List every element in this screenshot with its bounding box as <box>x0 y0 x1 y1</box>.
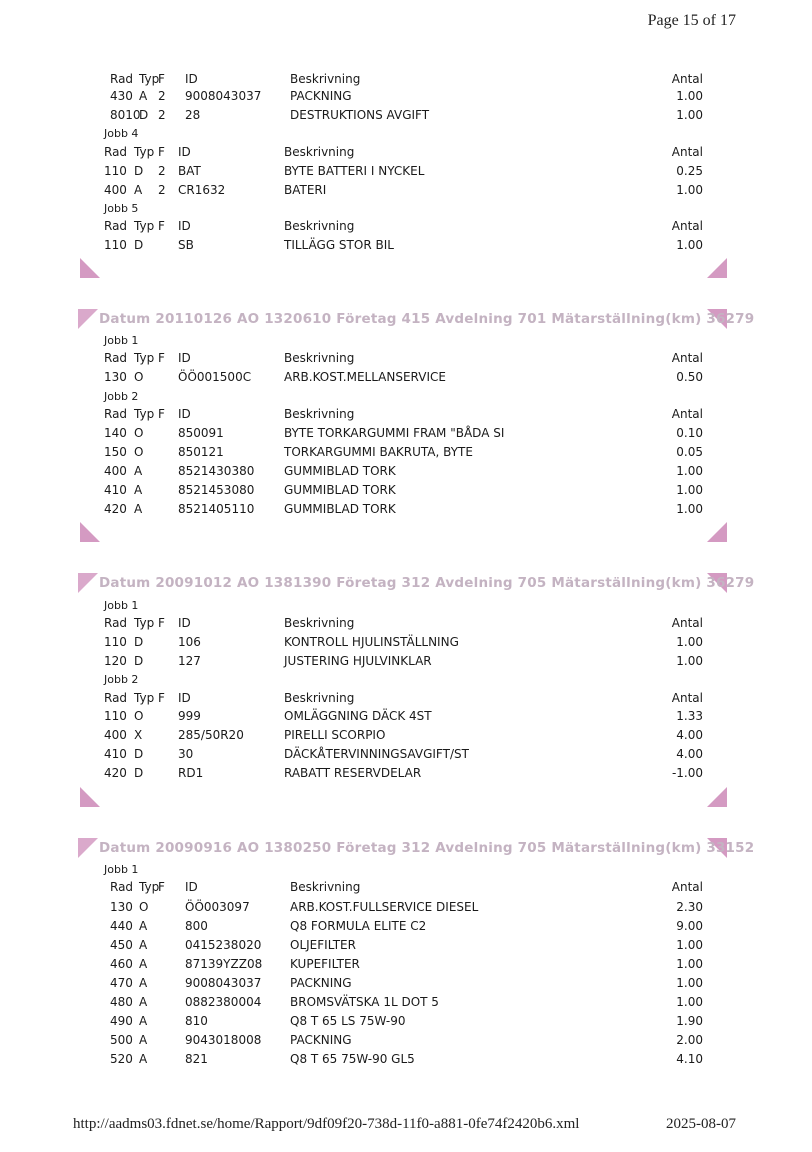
cell-typ: A <box>134 483 143 497</box>
cell-typ: Typ <box>139 72 160 86</box>
cell-antal: 0.25 <box>676 164 703 178</box>
cell-besk: GUMMIBLAD TORK <box>284 483 396 497</box>
table-row <box>104 162 703 181</box>
cell-id: 850091 <box>178 426 224 440</box>
page-number: Page 15 of 17 <box>647 12 736 29</box>
table-row <box>104 500 703 519</box>
cell-besk: TORKARGUMMI BAKRUTA, BYTE <box>284 445 473 459</box>
cell-besk: BYTE TORKARGUMMI FRAM "BÅDA SI <box>284 426 505 440</box>
cell-besk: BYTE BATTERI I NYCKEL <box>284 164 425 178</box>
cell-rad: 150 <box>104 445 127 459</box>
cell-besk: Beskrivning <box>284 145 355 159</box>
cell-typ: A <box>139 1014 148 1028</box>
cell-besk: JUSTERING HJULVINKLAR <box>284 654 432 668</box>
table-row <box>110 1012 703 1031</box>
section-title: Datum 20091012 AO 1381390 Företag 312 Avdelning 705 Mätarställning(km) 36279 <box>99 575 755 591</box>
section-end-left-mark <box>80 522 100 542</box>
cell-f: 2 <box>158 89 166 103</box>
cell-besk: GUMMIBLAD TORK <box>284 464 396 478</box>
cell-besk: BATERI <box>284 183 327 197</box>
cell-typ: X <box>134 728 143 742</box>
cell-id: 999 <box>178 709 201 723</box>
cell-antal: 1.00 <box>676 183 703 197</box>
cell-id: 9008043037 <box>185 976 262 990</box>
cell-f: F <box>158 351 165 365</box>
column-header-row <box>104 689 703 708</box>
cell-rad: Rad <box>110 880 134 894</box>
cell-typ: Typ <box>134 407 155 421</box>
job-label: Jobb 4 <box>104 127 139 140</box>
cell-antal: Antal <box>671 351 703 365</box>
cell-rad: Rad <box>104 407 128 421</box>
cell-typ: A <box>139 938 148 952</box>
cell-id: 800 <box>185 919 208 933</box>
cell-id: 8521430380 <box>178 464 255 478</box>
cell-id: ÖÖ003097 <box>185 900 250 914</box>
job-label: Jobb 2 <box>104 390 139 403</box>
cell-besk: PIRELLI SCORPIO <box>284 728 386 742</box>
cell-antal: Antal <box>671 72 703 86</box>
cell-id: RD1 <box>178 766 204 780</box>
column-header-row <box>104 217 703 236</box>
cell-id: ÖÖ001500C <box>178 370 252 384</box>
table-row <box>110 87 703 106</box>
cell-antal: 0.05 <box>676 445 703 459</box>
cell-rad: 420 <box>104 502 127 516</box>
job-label: Jobb 1 <box>104 863 139 876</box>
cell-antal: 1.00 <box>676 483 703 497</box>
cell-id: 28 <box>185 108 201 122</box>
cell-typ: A <box>134 464 143 478</box>
cell-antal: 2.30 <box>676 900 703 914</box>
cell-rad: 110 <box>104 164 127 178</box>
cell-antal: 0.10 <box>676 426 703 440</box>
cell-antal: Antal <box>671 145 703 159</box>
cell-rad: 520 <box>110 1052 133 1066</box>
cell-rad: 110 <box>104 635 127 649</box>
cell-typ: D <box>134 635 144 649</box>
cell-rad: 440 <box>110 919 133 933</box>
cell-rad: 470 <box>110 976 133 990</box>
cell-f: F <box>158 145 165 159</box>
cell-rad: 460 <box>110 957 133 971</box>
cell-typ: A <box>139 976 148 990</box>
cell-rad: 450 <box>110 938 133 952</box>
cell-f: 2 <box>158 108 166 122</box>
cell-besk: OMLÄGGNING DÄCK 4ST <box>284 709 432 723</box>
table-row <box>104 424 703 443</box>
cell-id: 0882380004 <box>185 995 262 1009</box>
cell-antal: Antal <box>671 691 703 705</box>
section-start-left-mark <box>78 309 98 329</box>
cell-f: F <box>158 407 165 421</box>
cell-besk: TILLÄGG STOR BIL <box>284 238 394 252</box>
footer-url: http://aadms03.fdnet.se/home/Rapport/9df09f20-738d-11f0-a881-0fe74f2420b6.xml <box>73 1116 580 1132</box>
table-row <box>110 955 703 974</box>
cell-rad: 410 <box>104 483 127 497</box>
section-end-right-mark <box>707 787 727 807</box>
cell-typ: D <box>134 747 144 761</box>
cell-f: F <box>158 72 165 86</box>
cell-antal: 1.00 <box>676 502 703 516</box>
cell-f: 2 <box>158 183 166 197</box>
cell-rad: Rad <box>110 72 134 86</box>
cell-id: BAT <box>178 164 201 178</box>
cell-id: 8521453080 <box>178 483 255 497</box>
table-row <box>104 236 703 255</box>
cell-typ: Typ <box>139 880 160 894</box>
section-title: Datum 20110126 AO 1320610 Företag 415 Avdelning 701 Mätarställning(km) 36279 <box>99 311 755 327</box>
cell-besk: Beskrivning <box>284 219 355 233</box>
cell-antal: 0.50 <box>676 370 703 384</box>
cell-rad: Rad <box>104 351 128 365</box>
cell-typ: Typ <box>134 219 155 233</box>
cell-id: 285/50R20 <box>178 728 244 742</box>
cell-typ: O <box>139 900 149 914</box>
cell-besk: Q8 T 65 75W-90 GL5 <box>290 1052 415 1066</box>
cell-antal: 9.00 <box>676 919 703 933</box>
cell-typ: D <box>139 108 149 122</box>
cell-besk: DESTRUKTIONS AVGIFT <box>290 108 430 122</box>
cell-id: ID <box>178 351 191 365</box>
cell-besk: DÄCKÅTERVINNINGSAVGIFT/ST <box>284 747 469 761</box>
cell-rad: 400 <box>104 464 127 478</box>
cell-id: 9043018008 <box>185 1033 262 1047</box>
footer-date: 2025-08-07 <box>666 1116 736 1132</box>
job-label: Jobb 1 <box>104 599 139 612</box>
cell-id: CR1632 <box>178 183 226 197</box>
cell-id: 821 <box>185 1052 208 1066</box>
cell-f: F <box>158 616 165 630</box>
table-row <box>104 368 703 387</box>
cell-typ: O <box>134 426 144 440</box>
cell-typ: O <box>134 445 144 459</box>
cell-id: 127 <box>178 654 201 668</box>
cell-besk: Beskrivning <box>290 72 361 86</box>
cell-typ: O <box>134 370 144 384</box>
cell-rad: 110 <box>104 238 127 252</box>
cell-besk: PACKNING <box>290 89 352 103</box>
cell-rad: 410 <box>104 747 127 761</box>
cell-besk: Beskrivning <box>284 351 355 365</box>
cell-antal: 1.90 <box>676 1014 703 1028</box>
table-row <box>110 1031 703 1050</box>
section-start-left-mark <box>78 838 98 858</box>
cell-rad: 500 <box>110 1033 133 1047</box>
cell-antal: 4.00 <box>676 747 703 761</box>
cell-antal: 1.00 <box>676 957 703 971</box>
cell-rad: Rad <box>104 219 128 233</box>
cell-antal: 1.00 <box>676 635 703 649</box>
cell-rad: 140 <box>104 426 127 440</box>
cell-besk: BROMSVÄTSKA 1L DOT 5 <box>290 995 439 1009</box>
cell-antal: 4.00 <box>676 728 703 742</box>
table-row <box>104 745 703 764</box>
cell-typ: Typ <box>134 351 155 365</box>
cell-antal: 2.00 <box>676 1033 703 1047</box>
cell-rad: 120 <box>104 654 127 668</box>
cell-rad: Rad <box>104 691 128 705</box>
section-end-left-mark <box>80 258 100 278</box>
cell-typ: D <box>134 654 144 668</box>
cell-id: 106 <box>178 635 201 649</box>
cell-typ: A <box>134 183 143 197</box>
cell-besk: RABATT RESERVDELAR <box>284 766 422 780</box>
cell-antal: 1.00 <box>676 976 703 990</box>
cell-antal: 1.00 <box>676 995 703 1009</box>
table-row <box>110 993 703 1012</box>
cell-besk: Beskrivning <box>284 691 355 705</box>
cell-antal: Antal <box>671 880 703 894</box>
cell-f: F <box>158 219 165 233</box>
cell-antal: 1.00 <box>676 464 703 478</box>
column-header-row <box>104 143 703 162</box>
cell-rad: 400 <box>104 183 127 197</box>
cell-typ: Typ <box>134 145 155 159</box>
cell-id: ID <box>185 72 198 86</box>
cell-rad: 130 <box>110 900 133 914</box>
cell-id: ID <box>178 145 191 159</box>
cell-typ: A <box>139 89 148 103</box>
cell-antal: 1.00 <box>676 938 703 952</box>
cell-f: F <box>158 880 165 894</box>
section-title: Datum 20090916 AO 1380250 Företag 312 Avdelning 705 Mätarställning(km) 33152 <box>99 840 755 856</box>
cell-id: 0415238020 <box>185 938 262 952</box>
cell-id: 8521405110 <box>178 502 255 516</box>
table-row <box>104 481 703 500</box>
cell-id: ID <box>185 880 198 894</box>
cell-id: ID <box>178 219 191 233</box>
cell-rad: 400 <box>104 728 127 742</box>
cell-antal: 4.10 <box>676 1052 703 1066</box>
cell-typ: A <box>139 957 148 971</box>
table-row <box>104 181 703 200</box>
column-header-row <box>104 405 703 424</box>
cell-id: 9008043037 <box>185 89 262 103</box>
cell-antal: 1.33 <box>676 709 703 723</box>
cell-typ: D <box>134 238 144 252</box>
cell-besk: OLJEFILTER <box>290 938 356 952</box>
cell-besk: KONTROLL HJULINSTÄLLNING <box>284 635 459 649</box>
cell-antal: 1.00 <box>676 654 703 668</box>
column-header-row <box>104 349 703 368</box>
cell-rad: 430 <box>110 89 133 103</box>
cell-typ: O <box>134 709 144 723</box>
cell-besk: Beskrivning <box>290 880 361 894</box>
cell-antal: 1.00 <box>676 89 703 103</box>
cell-besk: Beskrivning <box>284 407 355 421</box>
cell-besk: GUMMIBLAD TORK <box>284 502 396 516</box>
table-row <box>104 443 703 462</box>
column-header-row <box>104 614 703 633</box>
cell-besk: KUPEFILTER <box>290 957 360 971</box>
cell-id: ID <box>178 616 191 630</box>
cell-rad: 130 <box>104 370 127 384</box>
cell-rad: 420 <box>104 766 127 780</box>
cell-id: 87139YZZ08 <box>185 957 263 971</box>
cell-antal: 1.00 <box>676 238 703 252</box>
job-label: Jobb 1 <box>104 334 139 347</box>
cell-f: F <box>158 691 165 705</box>
column-header-row <box>110 878 703 897</box>
table-row <box>110 106 703 125</box>
cell-typ: A <box>139 995 148 1009</box>
cell-id: 850121 <box>178 445 224 459</box>
cell-id: 30 <box>178 747 194 761</box>
job-label: Jobb 2 <box>104 673 139 686</box>
cell-rad: 110 <box>104 709 127 723</box>
cell-besk: Beskrivning <box>284 616 355 630</box>
cell-typ: Typ <box>134 616 155 630</box>
table-row <box>110 1050 703 1069</box>
cell-typ: A <box>139 1033 148 1047</box>
cell-typ: A <box>139 1052 148 1066</box>
cell-id: ID <box>178 691 191 705</box>
table-row <box>110 898 703 917</box>
cell-antal: Antal <box>671 616 703 630</box>
cell-id: SB <box>178 238 194 252</box>
table-row <box>110 917 703 936</box>
table-row <box>104 652 703 671</box>
cell-antal: Antal <box>671 219 703 233</box>
section-end-left-mark <box>80 787 100 807</box>
table-row <box>110 936 703 955</box>
cell-besk: ARB.KOST.MELLANSERVICE <box>284 370 446 384</box>
table-row <box>104 764 703 783</box>
cell-antal: -1.00 <box>671 766 703 780</box>
cell-antal: 1.00 <box>676 108 703 122</box>
cell-typ: Typ <box>134 691 155 705</box>
cell-rad: Rad <box>104 616 128 630</box>
table-row <box>110 974 703 993</box>
table-row <box>104 633 703 652</box>
cell-f: 2 <box>158 164 166 178</box>
cell-besk: ARB.KOST.FULLSERVICE DIESEL <box>290 900 479 914</box>
cell-besk: PACKNING <box>290 976 352 990</box>
table-row <box>104 707 703 726</box>
cell-typ: D <box>134 766 144 780</box>
section-end-right-mark <box>707 258 727 278</box>
cell-besk: PACKNING <box>290 1033 352 1047</box>
section-start-left-mark <box>78 573 98 593</box>
cell-rad: 8010 <box>110 108 141 122</box>
cell-rad: Rad <box>104 145 128 159</box>
cell-id: 810 <box>185 1014 208 1028</box>
cell-antal: Antal <box>671 407 703 421</box>
cell-rad: 490 <box>110 1014 133 1028</box>
cell-typ: D <box>134 164 144 178</box>
table-row <box>104 462 703 481</box>
job-label: Jobb 5 <box>104 202 139 215</box>
cell-besk: Q8 T 65 LS 75W-90 <box>290 1014 406 1028</box>
section-end-right-mark <box>707 522 727 542</box>
cell-besk: Q8 FORMULA ELITE C2 <box>290 919 427 933</box>
cell-id: ID <box>178 407 191 421</box>
cell-typ: A <box>139 919 148 933</box>
cell-rad: 480 <box>110 995 133 1009</box>
table-row <box>104 726 703 745</box>
cell-typ: A <box>134 502 143 516</box>
